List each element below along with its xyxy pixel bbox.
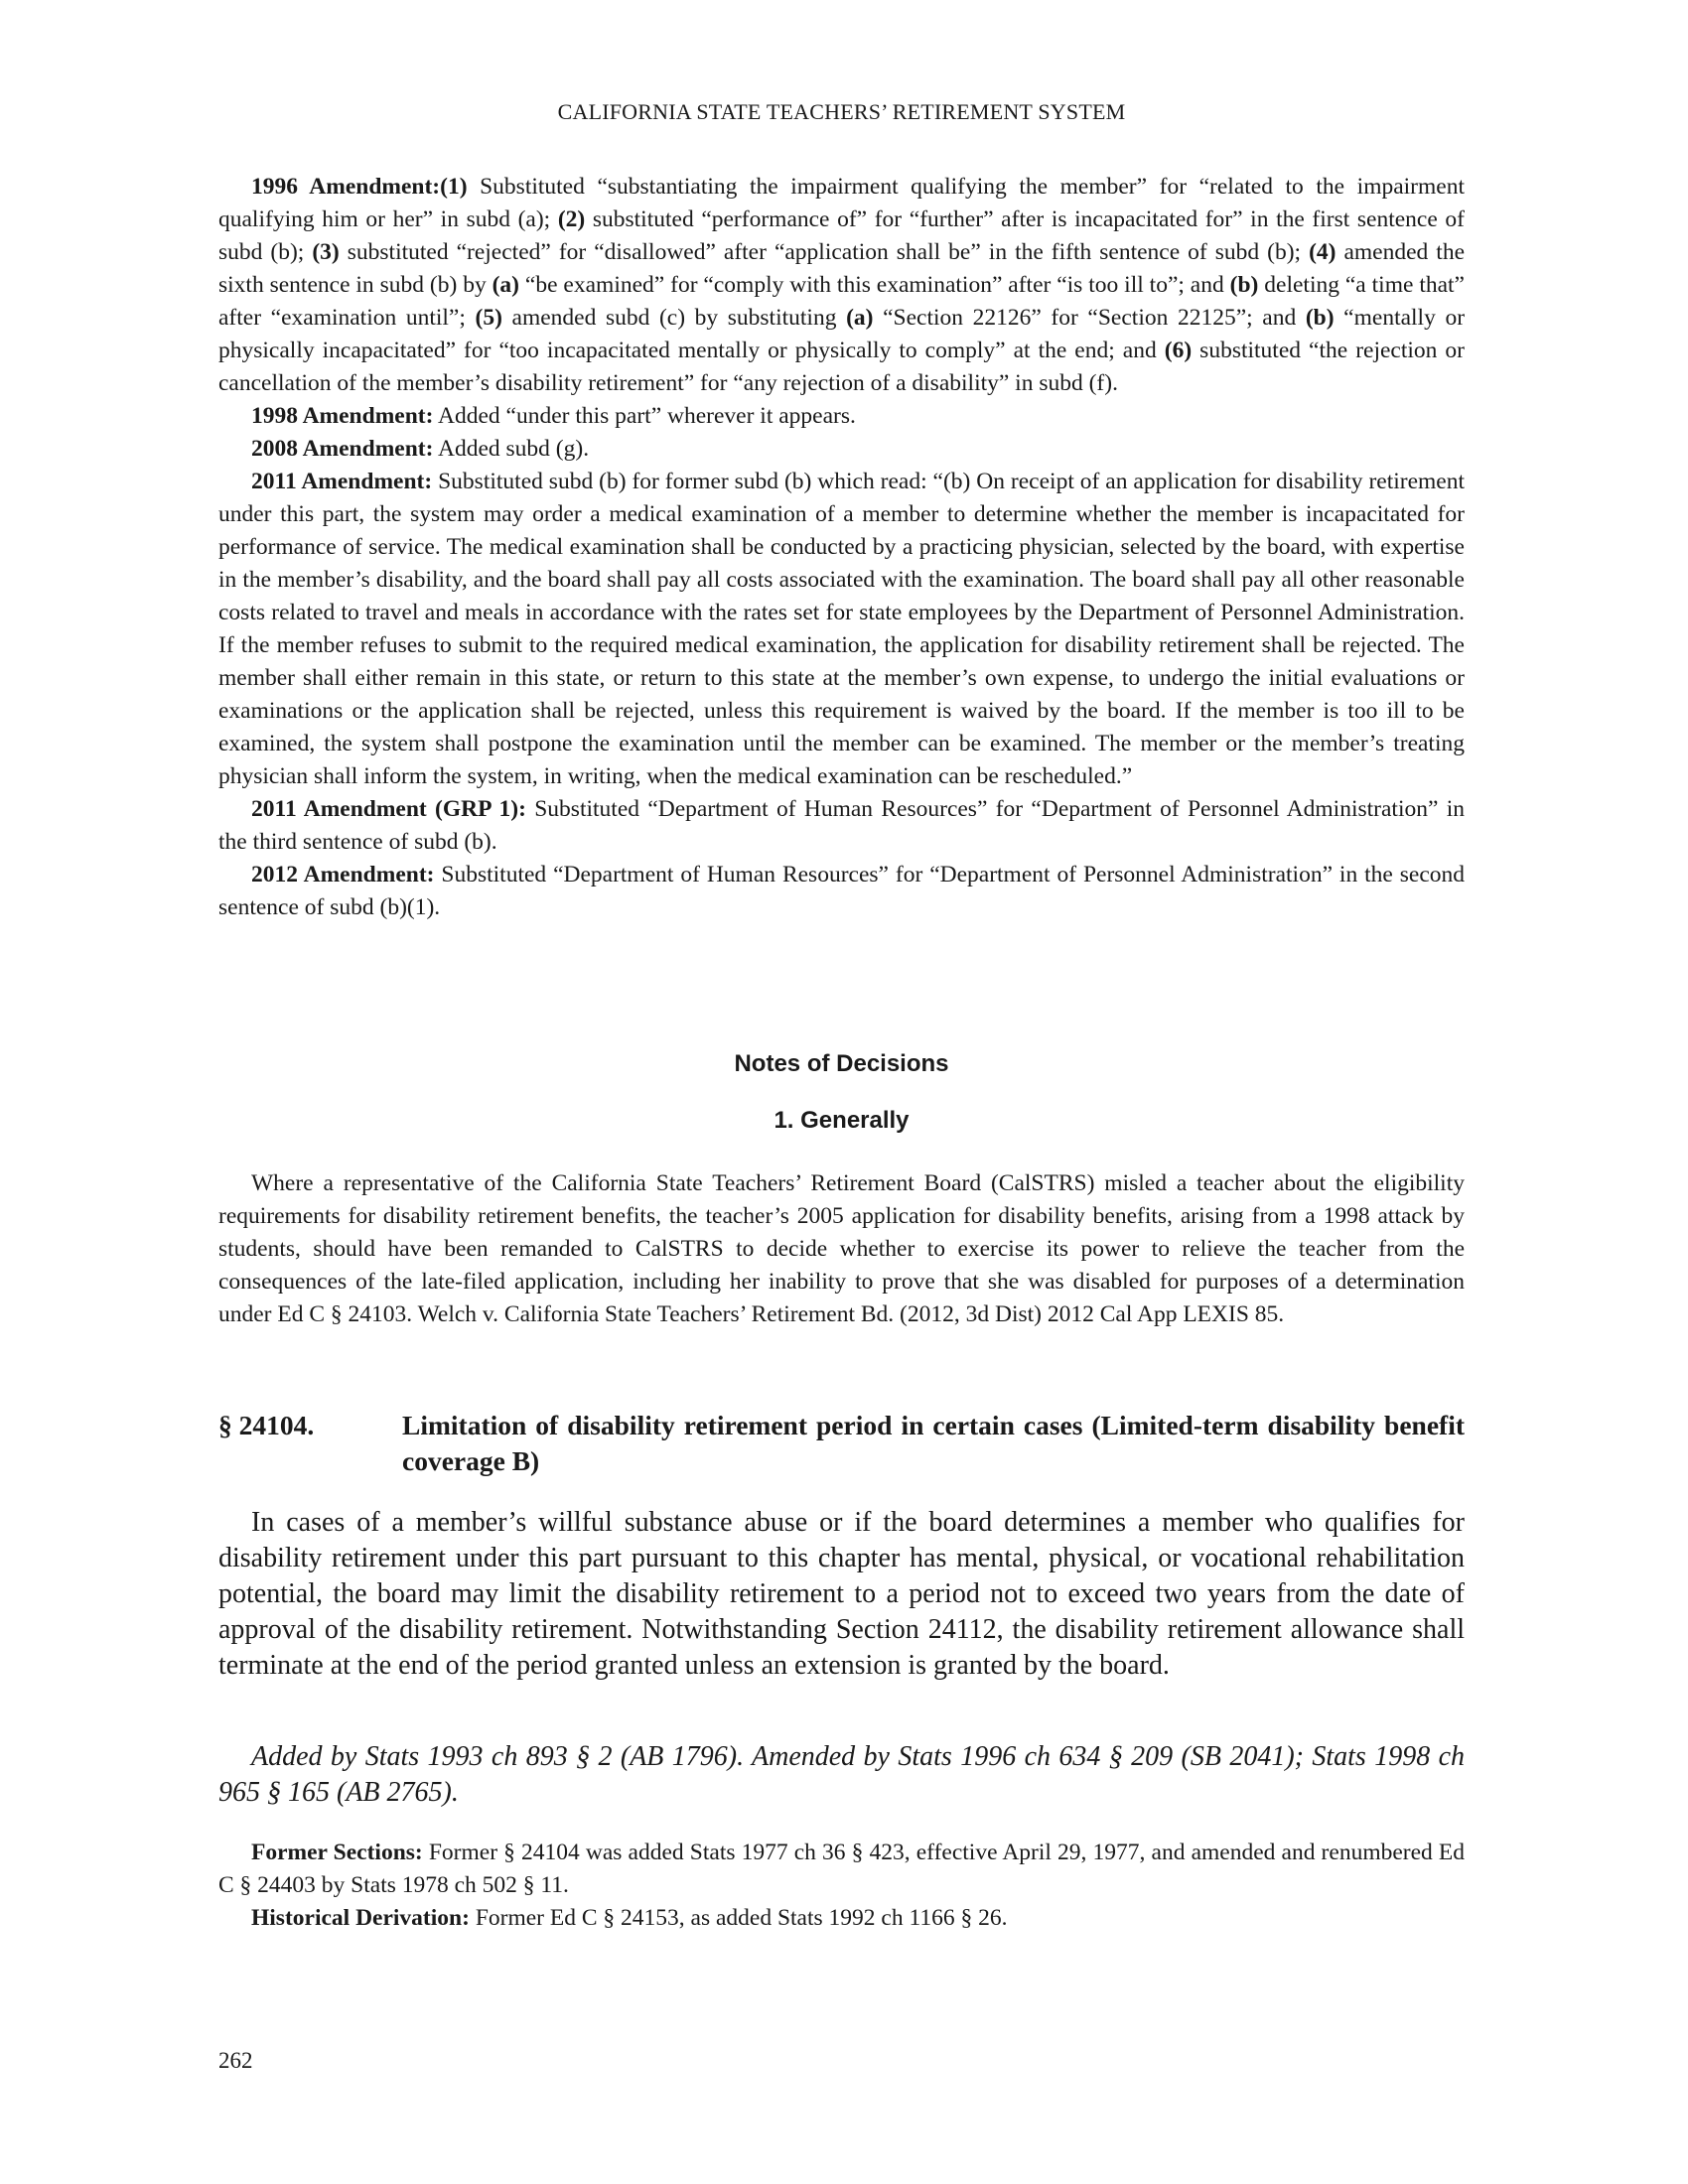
amendment-note	[218, 859, 1465, 924]
section-notes	[218, 1837, 1465, 1935]
section-title: Limitation of disability retirement period in certain cases (Limited-term disability benefit coverage B)	[402, 1410, 1465, 1476]
amendment-label: 2008 Amendment:	[251, 436, 434, 462]
historical-derivation-text: Former Ed C § 24153, as added Stats 1992 ch 1166 § 26.	[469, 1905, 1008, 1931]
amendment-text: Substituted “substantiating the impairment qualifying the member” for “related to the impairment qualifying him or her” in subd (a);	[218, 174, 1465, 232]
amendment-item-marker: (a)	[492, 272, 520, 298]
amendment-label: 2012 Amendment:	[251, 862, 435, 887]
amendment-item-marker: (1)	[440, 174, 468, 200]
amendment-note	[218, 171, 1465, 400]
amendment-label: 2011 Amendment (GRP 1):	[251, 796, 526, 822]
amendment-item-marker: (b)	[1229, 272, 1259, 298]
historical-derivation-label: Historical Derivation:	[251, 1905, 470, 1931]
amendment-text: amended subd (c) by substituting	[501, 305, 847, 331]
amendment-text: substituted “performance of” for “further” after is incapacitated for” in the first sentence of subd (b);	[218, 206, 1465, 265]
section-body	[218, 1505, 1465, 1684]
amendment-label: 1998 Amendment:	[251, 403, 434, 429]
section-number: § 24104.	[218, 1410, 315, 1440]
amendment-item-marker: (3)	[312, 239, 340, 265]
amendment-text: “be examined” for “comply with this examination” after “is too ill to”; and	[519, 272, 1230, 298]
decision-text: Where a representative of the California State Teachers’ Retirement Board (CalSTRS) misled a teacher about the eligibility requirements for disability retirement benefits, the teacher’s 2005 application for disability benefits, arising from a 1998 attack by students, should have been remanded to CalSTRS to decide whether to exercise its power to relieve the teacher from the consequences of the late-filed application, including her inability to prove that she was disabled for purposes of a determination under Ed C § 24103. Welch v. California State Teachers’ Retirement Bd. (2012, 3d Dist) 2012 Cal App LEXIS 85.	[218, 1170, 1465, 1327]
former-sections-note	[218, 1837, 1465, 1902]
amendment-text: “mentally or physically incapacitated” for “too incapacitated mentally or physically to comply” at the end; and	[218, 305, 1466, 363]
amendment-item-marker: (2)	[557, 206, 586, 232]
amendments-notes	[218, 171, 1465, 924]
amendment-label: 1996 Amendment:	[251, 174, 441, 200]
amendment-text: Substituted subd (b) for former subd (b) which read: “(b) On receipt of an application for disability retirement under this part, the system may order a medical examination of a member to determine whether the member is incapacitated for performance of service. The medical examination shall be conducted by a practicing physician, selected by the board, with expertise in the member’s disability, and the board shall pay all costs associated with the examination. The board shall pay all other reasonable costs related to travel and meals in accordance with the rates set for state employees by the Department of Personnel Administration. If the member refuses to submit to the required medical examination, the application for disability retirement shall be rejected. The member shall either remain in this state, or return to this state at the member’s own expense, to undergo the initial evaluations or examinations or the application shall be rejected, unless this requirement is waived by the board. If the member is too ill to be examined, the system shall postpone the examination until the member can be examined. The member or the member’s treating physician shall inform the system, in writing, when the medical examination can be rescheduled.”	[218, 469, 1466, 789]
amendment-text: Added “under this part” wherever it appears.	[433, 403, 856, 429]
amendment-item-marker: (a)	[846, 305, 874, 331]
amendment-label: 2011 Amendment:	[251, 469, 433, 494]
amendment-item-marker: (5)	[475, 305, 502, 331]
section-history	[218, 1739, 1465, 1811]
amendment-text: Added subd (g).	[433, 436, 590, 462]
section-history-text: Added by Stats 1993 ch 893 § 2 (AB 1796). Amended by Stats 1996 ch 634 § 209 (SB 2041); Stats 1998 ch 965 § 165 (AB 2765).	[218, 1741, 1465, 1808]
notes-of-decisions-heading: Notes of Decisions	[734, 1050, 949, 1077]
running-head: CALIFORNIA STATE TEACHERS’ RETIREMENT SYSTEM	[557, 99, 1126, 124]
historical-derivation-note	[218, 1902, 1465, 1935]
amendment-item-marker: (4)	[1309, 239, 1336, 265]
amendment-note	[218, 400, 1465, 433]
page-number: 262	[218, 2048, 253, 2073]
amendment-text: substituted “the rejection or cancellation of the member’s disability retirement” for “any rejection of a disability” in subd (f).	[218, 338, 1465, 396]
amendment-note	[218, 793, 1465, 859]
amendment-item-marker: (b)	[1305, 305, 1335, 331]
amendment-text: Substituted “Department of Human Resources” for “Department of Personnel Administration” in the third sentence of subd (b).	[218, 796, 1466, 855]
amendment-text: amended the sixth sentence in subd (b) by	[218, 239, 1466, 298]
former-sections-text: Former § 24104 was added Stats 1977 ch 36 § 423, effective April 29, 1977, and amended and renumbered Ed C § 24403 by Stats 1978 ch 502 § 11.	[218, 1840, 1466, 1898]
amendment-text: Substituted “Department of Human Resources” for “Department of Personnel Administration” in the second sentence of subd (b)(1).	[218, 862, 1465, 920]
decision-note	[218, 1167, 1465, 1331]
amendment-note	[218, 466, 1465, 793]
former-sections-label: Former Sections:	[251, 1840, 423, 1865]
amendment-text: substituted “rejected” for “disallowed” after “application shall be” in the fifth sentence of subd (b);	[339, 239, 1310, 265]
amendment-text: “Section 22126” for “Section 22125”; and	[873, 305, 1306, 331]
notes-subheading: 1. Generally	[774, 1107, 910, 1134]
amendment-item-marker: (6)	[1164, 338, 1193, 363]
amendment-text: deleting “a time that” after “examination until”;	[218, 272, 1465, 331]
amendment-note	[218, 433, 1465, 466]
section-body-text: In cases of a member’s willful substance abuse or if the board determines a member who qualifies for disability retirement under this part pursuant to this chapter has mental, physical, or vocational rehabilitation potential, the board may limit the disability retirement to a period not to exceed two years from the date of approval of the disability retirement. Notwithstanding Section 24112, the disability retirement allowance shall terminate at the end of the period granted unless an extension is granted by the board.	[218, 1507, 1465, 1681]
